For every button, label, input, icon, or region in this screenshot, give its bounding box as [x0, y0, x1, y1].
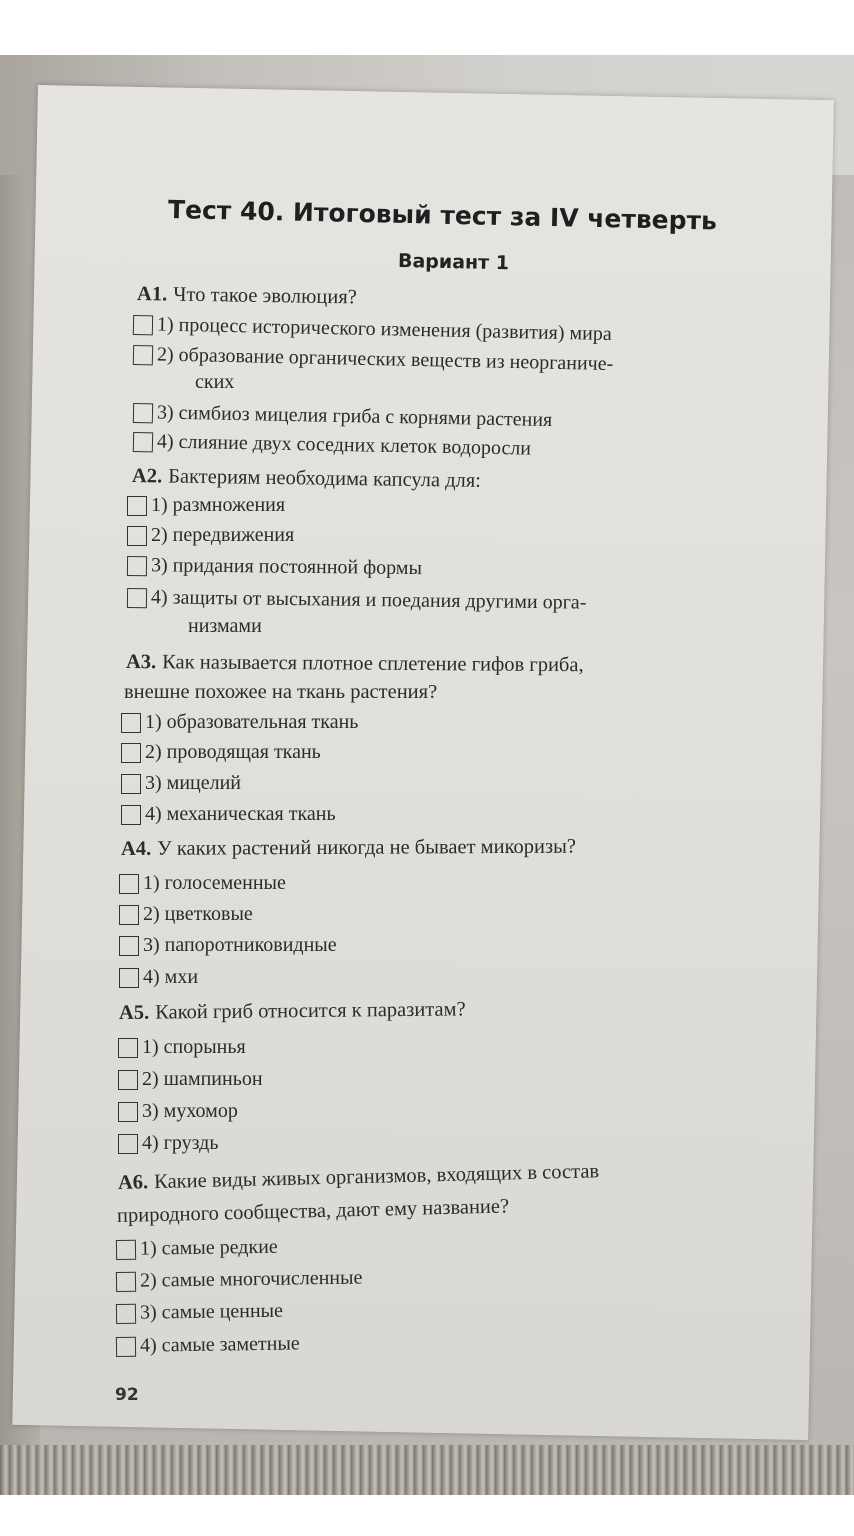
option-a2-1[interactable] — [127, 494, 285, 517]
option-label: 1) образовательная ткань — [145, 711, 359, 733]
option-a5-3[interactable] — [118, 1100, 238, 1123]
question-number: А4. — [120, 837, 152, 860]
page-number: 92 — [115, 1385, 139, 1405]
option-label: 4) слияние двух соседних клеток водоросли — [156, 430, 532, 460]
question-a6 — [118, 1160, 600, 1195]
option-a6-1[interactable] — [116, 1236, 278, 1261]
question-a6-line2: природного сообщества, дают ему название? — [116, 1195, 510, 1227]
answer-checkbox[interactable] — [127, 526, 147, 546]
option-a1-1[interactable] — [133, 313, 612, 346]
question-text: Что такое эволюция? — [173, 283, 358, 309]
option-label: 3) самые ценные — [139, 1299, 284, 1324]
option-a1-4[interactable] — [133, 430, 531, 461]
question-text: Как называется плотное сплетение гифов гриба, — [162, 651, 584, 677]
option-label: 1) голосеменные — [143, 872, 286, 894]
option-label: 1) процесс исторического изменения (развития) мира — [156, 313, 612, 346]
option-label: 3) придания постоянной формы — [150, 554, 423, 580]
question-text: У каких растений никогда не бывает микоризы? — [157, 835, 577, 860]
question-number: А1. — [136, 283, 168, 306]
option-label: 2) передвижения — [151, 524, 295, 546]
question-text: Какой гриб относится к паразитам? — [155, 998, 466, 1024]
option-label: 4) мхи — [143, 966, 199, 988]
question-number: А6. — [117, 1171, 149, 1194]
option-a4-2[interactable] — [119, 903, 253, 926]
option-a4-4[interactable] — [119, 966, 198, 989]
answer-checkbox[interactable] — [119, 936, 139, 956]
option-a2-3[interactable] — [127, 554, 422, 580]
answer-checkbox[interactable] — [133, 403, 153, 423]
option-a2-4[interactable] — [127, 586, 587, 615]
option-a1-2-continuation: ских — [195, 371, 235, 393]
option-label: 1) размножения — [151, 494, 286, 516]
option-a6-2[interactable] — [116, 1267, 363, 1293]
option-label: 1) самые редкие — [139, 1235, 278, 1260]
question-a1 — [137, 283, 357, 309]
option-a3-4[interactable] — [121, 803, 336, 826]
test-title: Тест 40. Итоговый тест за IV четверть — [167, 195, 718, 236]
option-a2-2[interactable] — [127, 524, 294, 547]
option-label: 3) папоротниковидные — [143, 934, 337, 956]
answer-checkbox[interactable] — [121, 805, 141, 825]
option-a3-3[interactable] — [121, 772, 241, 795]
answer-checkbox[interactable] — [118, 1134, 138, 1154]
option-a5-4[interactable] — [118, 1132, 218, 1155]
option-a5-2[interactable] — [118, 1068, 263, 1091]
answer-checkbox[interactable] — [121, 743, 141, 763]
answer-checkbox[interactable] — [119, 968, 139, 988]
answer-checkbox[interactable] — [116, 1239, 136, 1259]
option-label: 4) груздь — [142, 1132, 219, 1154]
option-label: 2) шампиньон — [142, 1068, 263, 1090]
option-label: 3) мицелий — [145, 772, 241, 794]
answer-checkbox[interactable] — [118, 1070, 138, 1090]
option-label: 4) самые заметные — [139, 1332, 300, 1357]
option-label: 3) симбиоз мицелия гриба с корнями растения — [156, 401, 553, 432]
option-label: 4) защиты от высыхания и поедания другими орга- — [150, 586, 587, 614]
answer-checkbox[interactable] — [121, 713, 141, 733]
option-a4-3[interactable] — [119, 934, 337, 957]
question-text: Бактериям необходима капсула для: — [168, 465, 482, 492]
answer-checkbox[interactable] — [133, 432, 153, 452]
option-a1-3[interactable] — [133, 401, 553, 432]
option-a5-1[interactable] — [118, 1036, 246, 1059]
answer-checkbox[interactable] — [116, 1271, 136, 1291]
answer-checkbox[interactable] — [119, 905, 139, 925]
option-label: 1) спорынья — [142, 1036, 246, 1058]
option-label: 3) мухомор — [142, 1100, 238, 1122]
option-a6-3[interactable] — [116, 1300, 283, 1325]
variant-label: Вариант 1 — [397, 250, 510, 275]
option-a3-1[interactable] — [121, 711, 358, 734]
question-number: А3. — [125, 651, 157, 674]
answer-checkbox[interactable] — [121, 774, 141, 794]
option-label: 2) проводящая ткань — [145, 741, 321, 763]
question-text: Какие виды живых организмов, входящих в состав — [153, 1160, 600, 1194]
answer-checkbox[interactable] — [133, 315, 153, 335]
answer-checkbox[interactable] — [127, 556, 147, 576]
question-a3 — [126, 651, 584, 677]
answer-checkbox[interactable] — [116, 1303, 136, 1323]
answer-checkbox[interactable] — [118, 1038, 138, 1058]
answer-checkbox[interactable] — [118, 1102, 138, 1122]
question-a3-line2: внешне похожее на ткань растения? — [124, 681, 438, 703]
answer-checkbox[interactable] — [116, 1336, 136, 1356]
question-number: А5. — [118, 1001, 150, 1024]
option-a6-4[interactable] — [116, 1332, 300, 1358]
answer-checkbox[interactable] — [127, 588, 147, 608]
question-a4 — [121, 836, 576, 861]
option-a3-2[interactable] — [121, 741, 321, 764]
option-a2-4-continuation: низмами — [188, 615, 262, 637]
question-a5 — [119, 998, 466, 1025]
answer-checkbox[interactable] — [127, 496, 147, 516]
question-a2 — [132, 465, 481, 493]
answer-checkbox[interactable] — [133, 345, 153, 365]
option-label: 2) самые многочисленные — [139, 1266, 363, 1292]
option-label: 4) механическая ткань — [145, 803, 336, 825]
question-number: А2. — [131, 465, 163, 488]
option-a4-1[interactable] — [119, 872, 286, 895]
answer-checkbox[interactable] — [119, 874, 139, 894]
option-label: 2) цветковые — [143, 903, 253, 925]
option-label: 2) образование органических веществ из неорганиче- — [156, 343, 614, 376]
